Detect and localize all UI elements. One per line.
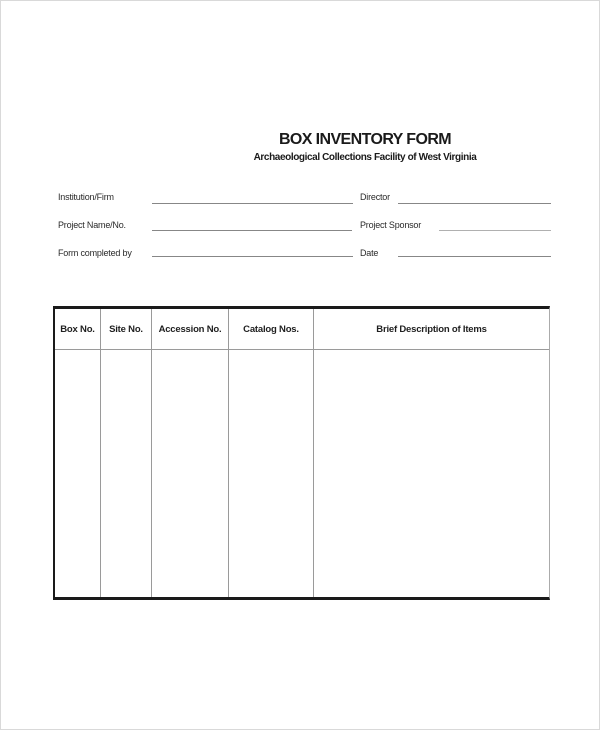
column-header-catalog-nos: Catalog Nos.: [229, 309, 314, 349]
column-header-box-no: Box No.: [55, 309, 101, 349]
date-label: Date: [360, 248, 379, 258]
form-completed-by-field-line[interactable]: [152, 256, 353, 257]
table-body-cell-brief-description: [314, 350, 549, 597]
page-subtitle: Archaeological Collections Facility of West Virginia: [253, 152, 477, 163]
table-body-cell-accession-no: [152, 350, 229, 597]
project-name-field-line[interactable]: [152, 230, 352, 231]
table-body-cell-catalog-nos: [229, 350, 314, 597]
project-name-label: Project Name/No.: [58, 220, 126, 230]
institution-firm-field-line[interactable]: [152, 203, 353, 204]
column-header-accession-no: Accession No.: [152, 309, 229, 349]
director-label: Director: [360, 192, 390, 202]
page-title: BOX INVENTORY FORM: [278, 131, 452, 148]
inventory-table: [53, 306, 550, 600]
table-body-cell-box-no: [55, 350, 101, 597]
date-field-line[interactable]: [398, 256, 551, 257]
project-sponsor-field-line[interactable]: [439, 230, 551, 231]
column-header-brief-description: Brief Description of Items: [376, 323, 487, 335]
project-sponsor-label: Project Sponsor: [360, 220, 422, 230]
column-header-site-no: Site No.: [101, 309, 152, 349]
inventory-table-body-row: [55, 350, 549, 597]
table-body-cell-site-no: [101, 350, 152, 597]
inventory-table-header-row: [55, 309, 549, 350]
institution-firm-label: Institution/Firm: [58, 192, 114, 202]
director-field-line[interactable]: [398, 203, 551, 204]
form-completed-by-label: Form completed by: [58, 248, 132, 258]
form-heading: [181, 130, 549, 164]
